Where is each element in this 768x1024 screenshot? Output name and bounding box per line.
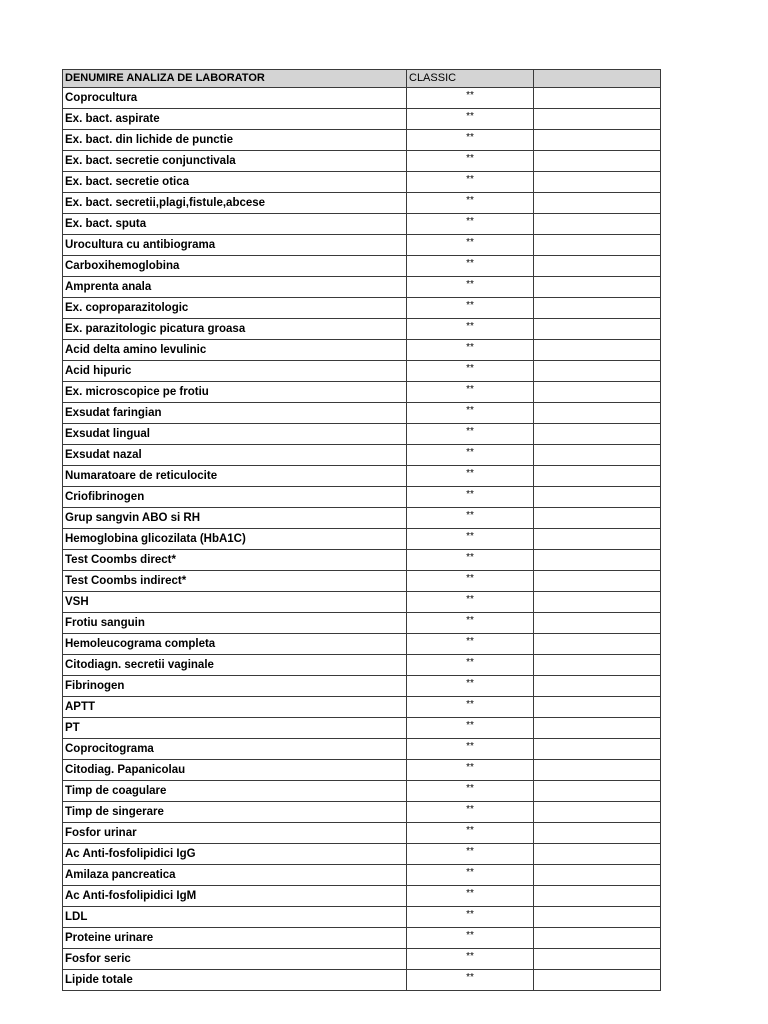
empty-cell <box>534 235 661 256</box>
empty-cell <box>534 382 661 403</box>
table-row <box>63 151 661 172</box>
classic-cell: ** <box>407 130 534 151</box>
analysis-name-cell: Ex. bact. din lichide de punctie <box>63 130 407 151</box>
empty-cell <box>534 655 661 676</box>
analysis-name-cell: Coprocultura <box>63 88 407 109</box>
classic-cell: ** <box>407 571 534 592</box>
analysis-name-cell: Urocultura cu antibiograma <box>63 235 407 256</box>
empty-cell <box>534 466 661 487</box>
classic-cell: ** <box>407 613 534 634</box>
analysis-name-cell: Frotiu sanguin <box>63 613 407 634</box>
table-row <box>63 823 661 844</box>
empty-cell <box>534 781 661 802</box>
table-row <box>63 550 661 571</box>
empty-cell <box>534 256 661 277</box>
classic-cell: ** <box>407 193 534 214</box>
empty-cell <box>534 277 661 298</box>
table-row <box>63 571 661 592</box>
empty-cell <box>534 193 661 214</box>
analysis-name-cell: Exsudat nazal <box>63 445 407 466</box>
classic-cell: ** <box>407 172 534 193</box>
table-row <box>63 676 661 697</box>
analysis-name-cell: Carboxihemoglobina <box>63 256 407 277</box>
empty-cell <box>534 970 661 991</box>
classic-cell: ** <box>407 214 534 235</box>
analysis-name-cell: Ex. bact. sputa <box>63 214 407 235</box>
analysis-name-cell: Test Coombs indirect* <box>63 571 407 592</box>
table-row <box>63 865 661 886</box>
table-row <box>63 172 661 193</box>
classic-cell: ** <box>407 676 534 697</box>
empty-cell <box>534 361 661 382</box>
empty-cell <box>534 508 661 529</box>
classic-cell: ** <box>407 634 534 655</box>
empty-cell <box>534 151 661 172</box>
classic-cell: ** <box>407 487 534 508</box>
table-row <box>63 802 661 823</box>
classic-cell: ** <box>407 298 534 319</box>
table-row <box>63 613 661 634</box>
empty-cell <box>534 88 661 109</box>
analysis-name-cell: VSH <box>63 592 407 613</box>
empty-cell <box>534 550 661 571</box>
analysis-name-cell: Ex. bact. secretii,plagi,fistule,abcese <box>63 193 407 214</box>
analysis-name-cell: Numaratoare de reticulocite <box>63 466 407 487</box>
empty-cell <box>534 592 661 613</box>
classic-cell: ** <box>407 760 534 781</box>
classic-cell: ** <box>407 718 534 739</box>
classic-cell: ** <box>407 907 534 928</box>
table-row <box>63 697 661 718</box>
classic-cell: ** <box>407 739 534 760</box>
table-row <box>63 424 661 445</box>
empty-cell <box>534 214 661 235</box>
table-row <box>63 844 661 865</box>
classic-cell: ** <box>407 529 534 550</box>
classic-cell: ** <box>407 886 534 907</box>
table-row <box>63 655 661 676</box>
empty-cell <box>534 445 661 466</box>
empty-cell <box>534 403 661 424</box>
classic-cell: ** <box>407 88 534 109</box>
classic-cell: ** <box>407 655 534 676</box>
header-analysis-name: DENUMIRE ANALIZA DE LABORATOR <box>63 70 407 88</box>
table-row <box>63 970 661 991</box>
empty-cell <box>534 571 661 592</box>
empty-cell <box>534 109 661 130</box>
classic-cell: ** <box>407 949 534 970</box>
analysis-name-cell: APTT <box>63 697 407 718</box>
header-empty <box>534 70 661 88</box>
analysis-name-cell: Exsudat lingual <box>63 424 407 445</box>
table-row <box>63 361 661 382</box>
empty-cell <box>534 319 661 340</box>
empty-cell <box>534 424 661 445</box>
table-row <box>63 403 661 424</box>
analysis-name-cell: Ex. bact. aspirate <box>63 109 407 130</box>
empty-cell <box>534 130 661 151</box>
analysis-name-cell: Exsudat faringian <box>63 403 407 424</box>
analysis-name-cell: Test Coombs direct* <box>63 550 407 571</box>
classic-cell: ** <box>407 508 534 529</box>
analysis-name-cell: Acid delta amino levulinic <box>63 340 407 361</box>
lab-analysis-table <box>62 69 661 991</box>
table-row <box>63 193 661 214</box>
empty-cell <box>534 172 661 193</box>
classic-cell: ** <box>407 550 534 571</box>
classic-cell: ** <box>407 382 534 403</box>
empty-cell <box>534 928 661 949</box>
table-row <box>63 340 661 361</box>
empty-cell <box>534 886 661 907</box>
analysis-name-cell: Lipide totale <box>63 970 407 991</box>
classic-cell: ** <box>407 844 534 865</box>
table-row <box>63 130 661 151</box>
analysis-name-cell: Amilaza pancreatica <box>63 865 407 886</box>
analysis-name-cell: Timp de coagulare <box>63 781 407 802</box>
table-row <box>63 886 661 907</box>
empty-cell <box>534 802 661 823</box>
classic-cell: ** <box>407 319 534 340</box>
table-row <box>63 298 661 319</box>
analysis-name-cell: Ex. bact. secretie otica <box>63 172 407 193</box>
analysis-name-cell: Hemoglobina glicozilata (HbA1C) <box>63 529 407 550</box>
analysis-name-cell: Ex. coproparazitologic <box>63 298 407 319</box>
empty-cell <box>534 760 661 781</box>
analysis-name-cell: Ac Anti-fosfolipidici IgM <box>63 886 407 907</box>
empty-cell <box>534 340 661 361</box>
classic-cell: ** <box>407 445 534 466</box>
table-row <box>63 382 661 403</box>
analysis-name-cell: PT <box>63 718 407 739</box>
classic-cell: ** <box>407 277 534 298</box>
table-row <box>63 88 661 109</box>
classic-cell: ** <box>407 823 534 844</box>
classic-cell: ** <box>407 466 534 487</box>
table-row <box>63 466 661 487</box>
empty-cell <box>534 529 661 550</box>
table-row <box>63 445 661 466</box>
classic-cell: ** <box>407 592 534 613</box>
classic-cell: ** <box>407 109 534 130</box>
classic-cell: ** <box>407 865 534 886</box>
classic-cell: ** <box>407 361 534 382</box>
analysis-name-cell: Timp de singerare <box>63 802 407 823</box>
table-row <box>63 949 661 970</box>
table-row <box>63 487 661 508</box>
header-classic: CLASSIC <box>407 70 534 88</box>
table-row <box>63 781 661 802</box>
analysis-name-cell: Coprocitograma <box>63 739 407 760</box>
table-body <box>63 88 661 991</box>
table-row <box>63 235 661 256</box>
header-row <box>63 70 661 88</box>
table-row <box>63 739 661 760</box>
classic-cell: ** <box>407 928 534 949</box>
analysis-name-cell: Citodiag. Papanicolau <box>63 760 407 781</box>
classic-cell: ** <box>407 970 534 991</box>
classic-cell: ** <box>407 697 534 718</box>
classic-cell: ** <box>407 781 534 802</box>
table-row <box>63 277 661 298</box>
classic-cell: ** <box>407 802 534 823</box>
table-row <box>63 718 661 739</box>
table-row <box>63 256 661 277</box>
empty-cell <box>534 739 661 760</box>
analysis-name-cell: Acid hipuric <box>63 361 407 382</box>
analysis-name-cell: Amprenta anala <box>63 277 407 298</box>
analysis-name-cell: Ex. bact. secretie conjunctivala <box>63 151 407 172</box>
table-row <box>63 592 661 613</box>
empty-cell <box>534 865 661 886</box>
classic-cell: ** <box>407 235 534 256</box>
analysis-name-cell: Hemoleucograma completa <box>63 634 407 655</box>
table-row <box>63 928 661 949</box>
analysis-name-cell: Proteine urinare <box>63 928 407 949</box>
empty-cell <box>534 613 661 634</box>
classic-cell: ** <box>407 151 534 172</box>
analysis-name-cell: Fosfor urinar <box>63 823 407 844</box>
analysis-name-cell: LDL <box>63 907 407 928</box>
empty-cell <box>534 823 661 844</box>
empty-cell <box>534 634 661 655</box>
empty-cell <box>534 907 661 928</box>
empty-cell <box>534 949 661 970</box>
analysis-name-cell: Ac Anti-fosfolipidici IgG <box>63 844 407 865</box>
table-row <box>63 907 661 928</box>
analysis-name-cell: Citodiagn. secretii vaginale <box>63 655 407 676</box>
table-row <box>63 319 661 340</box>
empty-cell <box>534 697 661 718</box>
empty-cell <box>534 298 661 319</box>
analysis-name-cell: Ex. parazitologic picatura groasa <box>63 319 407 340</box>
empty-cell <box>534 844 661 865</box>
classic-cell: ** <box>407 403 534 424</box>
analysis-name-cell: Ex. microscopice pe frotiu <box>63 382 407 403</box>
table-row <box>63 634 661 655</box>
classic-cell: ** <box>407 340 534 361</box>
empty-cell <box>534 718 661 739</box>
table-row <box>63 109 661 130</box>
table-row <box>63 214 661 235</box>
analysis-name-cell: Criofibrinogen <box>63 487 407 508</box>
analysis-name-cell: Fibrinogen <box>63 676 407 697</box>
table-row <box>63 508 661 529</box>
empty-cell <box>534 487 661 508</box>
analysis-name-cell: Fosfor seric <box>63 949 407 970</box>
table-header <box>63 70 661 88</box>
table-row <box>63 760 661 781</box>
classic-cell: ** <box>407 256 534 277</box>
analysis-name-cell: Grup sangvin ABO si RH <box>63 508 407 529</box>
classic-cell: ** <box>407 424 534 445</box>
empty-cell <box>534 676 661 697</box>
table-row <box>63 529 661 550</box>
